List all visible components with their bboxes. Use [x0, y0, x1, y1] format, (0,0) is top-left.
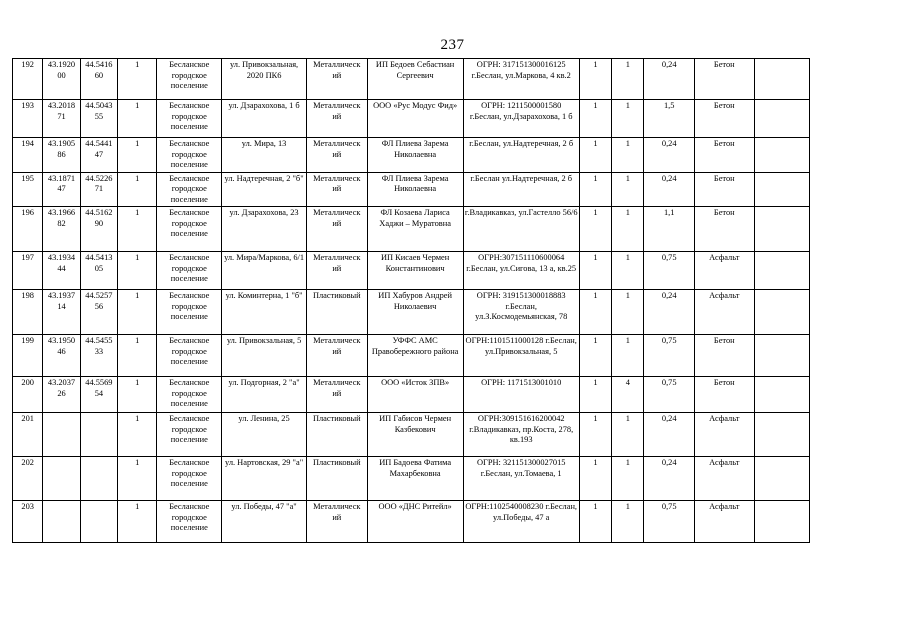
cell-lon [80, 457, 117, 501]
cell-material: Металлическ ий [307, 377, 368, 413]
cell-area: 1,5 [644, 100, 695, 138]
table-row [13, 252, 884, 290]
cell-material: Металлическ ий [307, 335, 368, 377]
cell-area: 0,24 [644, 59, 695, 100]
cell-ogrn: ОГРН:1102540008230 г.Беслан, ул.Победы, 47 а [463, 501, 579, 543]
cell-area: 0,75 [644, 335, 695, 377]
cell-ogrn: ОГРН:1101511000128 г.Беслан, ул.Привокзальная, 5 [463, 335, 579, 377]
cell-ogrn: г.Беслан ул.Надтеречная, 2 б [463, 172, 579, 207]
cell-blank [754, 138, 810, 173]
cell-ogrn: ОГРН:309151616200042 г.Владикавказ, пр.Коста, 278, кв.193 [463, 413, 579, 457]
cell-num: 200 [13, 377, 43, 413]
cell-b: 1 [612, 252, 644, 290]
cell-owner: ИП Хабуров Андрей Николаевич [367, 290, 463, 335]
table-row [13, 335, 884, 377]
cell-material: Пластиковый [307, 457, 368, 501]
table-row [13, 138, 884, 173]
table-row [13, 413, 884, 457]
cell-a: 1 [579, 138, 611, 173]
cell-num: 201 [13, 413, 43, 457]
cell-lat: 43.1905 86 [43, 138, 80, 173]
cell-area: 0,24 [644, 172, 695, 207]
cell-blank [754, 59, 810, 100]
cell-ogrn: ОГРН: 319151300018883 г.Беслан, ул.З.Космодемьянская, 78 [463, 290, 579, 335]
cell-b: 1 [612, 501, 644, 543]
cell-area: 1,1 [644, 207, 695, 252]
table-row [13, 59, 884, 100]
cell-owner: ООО «ДНС Ритейл» [367, 501, 463, 543]
cell-settlement: Бесланское городское поселение [157, 413, 222, 457]
cell-b: 1 [612, 413, 644, 457]
cell-lon: 44.5455 33 [80, 335, 117, 377]
cell-lon: 44.5413 05 [80, 252, 117, 290]
cell-b: 1 [612, 100, 644, 138]
cell-q: 1 [118, 207, 157, 252]
cell-num: 196 [13, 207, 43, 252]
cell-q: 1 [118, 172, 157, 207]
cell-num: 193 [13, 100, 43, 138]
cell-b: 1 [612, 59, 644, 100]
cell-settlement: Бесланское городское поселение [157, 335, 222, 377]
cell-b: 1 [612, 172, 644, 207]
cell-ogrn: ОГРН: 321151300027015 г.Беслан, ул.Томаева, 1 [463, 457, 579, 501]
cell-q: 1 [118, 413, 157, 457]
registry-table [12, 58, 884, 543]
cell-address: ул. Мира, 13 [222, 138, 307, 173]
cell-num: 194 [13, 138, 43, 173]
cell-a: 1 [579, 457, 611, 501]
cell-lon: 44.5441 47 [80, 138, 117, 173]
cell-settlement: Бесланское городское поселение [157, 172, 222, 207]
cell-blank [754, 377, 810, 413]
cell-material: Металлическ ий [307, 59, 368, 100]
cell-num: 198 [13, 290, 43, 335]
cell-b: 1 [612, 335, 644, 377]
cell-lat: 43.1871 47 [43, 172, 80, 207]
cell-material: Металлическ ий [307, 138, 368, 173]
cell-b: 1 [612, 138, 644, 173]
cell-lon: 44.5569 54 [80, 377, 117, 413]
cell-owner: ИП Бадоева Фатима Махарбековна [367, 457, 463, 501]
cell-material: Металлическ ий [307, 172, 368, 207]
cell-material: Металлическ ий [307, 501, 368, 543]
cell-settlement: Бесланское городское поселение [157, 457, 222, 501]
cell-lat: 43.2018 71 [43, 100, 80, 138]
cell-q: 1 [118, 59, 157, 100]
cell-ogrn: ОГРН: 1211500001580 г.Беслан, ул.Дзарахохова, 1 б [463, 100, 579, 138]
cell-b: 4 [612, 377, 644, 413]
cell-lon [80, 413, 117, 457]
cell-area: 0,24 [644, 457, 695, 501]
cell-lat [43, 501, 80, 543]
cell-address: ул. Коминтерна, 1 "б" [222, 290, 307, 335]
cell-blank [754, 172, 810, 207]
cell-owner: ФЛ Плиева Зарема Николаевна [367, 172, 463, 207]
cell-surface: Бетон [694, 335, 754, 377]
table-row [13, 100, 884, 138]
cell-ogrn: г.Владикавказ, ул.Гастелло 56/6 [463, 207, 579, 252]
cell-settlement: Бесланское городское поселение [157, 138, 222, 173]
cell-a: 1 [579, 252, 611, 290]
cell-address: ул. Победы, 47 "а" [222, 501, 307, 543]
cell-surface: Бетон [694, 100, 754, 138]
table-row [13, 207, 884, 252]
cell-blank [754, 252, 810, 290]
cell-q: 1 [118, 138, 157, 173]
cell-num: 203 [13, 501, 43, 543]
cell-q: 1 [118, 457, 157, 501]
cell-address: ул. Дзарахохова, 23 [222, 207, 307, 252]
cell-material: Пластиковый [307, 290, 368, 335]
cell-q: 1 [118, 335, 157, 377]
cell-lat: 43.1920 00 [43, 59, 80, 100]
table-row [13, 290, 884, 335]
cell-surface: Бетон [694, 172, 754, 207]
cell-ogrn: г.Беслан, ул.Надтеречная, 2 б [463, 138, 579, 173]
cell-material: Пластиковый [307, 413, 368, 457]
cell-address: ул. Ленина, 25 [222, 413, 307, 457]
cell-address: ул. Дзарахохова, 1 б [222, 100, 307, 138]
cell-a: 1 [579, 335, 611, 377]
cell-surface: Асфальт [694, 290, 754, 335]
cell-owner: ФЛ Плиева Зарема Николаевна [367, 138, 463, 173]
cell-q: 1 [118, 252, 157, 290]
cell-a: 1 [579, 172, 611, 207]
cell-area: 0,24 [644, 290, 695, 335]
cell-lat: 43.1966 82 [43, 207, 80, 252]
cell-material: Металлическ ий [307, 100, 368, 138]
cell-blank [754, 290, 810, 335]
cell-address: ул. Мира/Маркова, 6/1 [222, 252, 307, 290]
cell-lon: 44.5257 56 [80, 290, 117, 335]
table-row [13, 172, 884, 207]
cell-material: Металлическ ий [307, 252, 368, 290]
cell-settlement: Бесланское городское поселение [157, 501, 222, 543]
cell-area: 0,75 [644, 501, 695, 543]
cell-lon: 44.5416 60 [80, 59, 117, 100]
cell-area: 0,24 [644, 138, 695, 173]
cell-lon [80, 501, 117, 543]
cell-address: ул. Привокзальная, 5 [222, 335, 307, 377]
cell-settlement: Бесланское городское поселение [157, 207, 222, 252]
cell-lat: 43.1937 14 [43, 290, 80, 335]
cell-lon: 44.5226 71 [80, 172, 117, 207]
cell-owner: ИП Бедоев Себастиан Сергеевич [367, 59, 463, 100]
cell-owner: ИП Кисаев Чермен Константинович [367, 252, 463, 290]
cell-lon: 44.5162 90 [80, 207, 117, 252]
cell-q: 1 [118, 100, 157, 138]
cell-material: Металлическ ий [307, 207, 368, 252]
cell-lon: 44.5043 55 [80, 100, 117, 138]
cell-num: 192 [13, 59, 43, 100]
cell-settlement: Бесланское городское поселение [157, 377, 222, 413]
cell-address: ул. Привокзальная, 2020 ПК6 [222, 59, 307, 100]
cell-lat: 43.1934 44 [43, 252, 80, 290]
page-number: 237 [440, 37, 465, 53]
cell-area: 0,24 [644, 413, 695, 457]
cell-b: 1 [612, 207, 644, 252]
cell-ogrn: ОГРН:307151110600064 г.Беслан, ул.Сигова, 13 а, кв.25 [463, 252, 579, 290]
table-row [13, 457, 884, 501]
cell-owner: УФФС АМС Правобережного района [367, 335, 463, 377]
cell-b: 1 [612, 290, 644, 335]
cell-ogrn: ОГРН: 317151300016125 г.Беслан, ул.Маркова, 4 кв.2 [463, 59, 579, 100]
cell-settlement: Бесланское городское поселение [157, 252, 222, 290]
cell-lat [43, 413, 80, 457]
cell-settlement: Бесланское городское поселение [157, 100, 222, 138]
cell-surface: Бетон [694, 207, 754, 252]
cell-owner: ООО «Рус Модус Фид» [367, 100, 463, 138]
cell-b: 1 [612, 457, 644, 501]
cell-owner: ФЛ Козаева Лариса Хаджи – Муратовна [367, 207, 463, 252]
cell-blank [754, 207, 810, 252]
cell-settlement: Бесланское городское поселение [157, 59, 222, 100]
cell-lat: 43.1950 46 [43, 335, 80, 377]
cell-a: 1 [579, 413, 611, 457]
cell-surface: Бетон [694, 377, 754, 413]
cell-a: 1 [579, 501, 611, 543]
cell-address: ул. Подгорная, 2 "а" [222, 377, 307, 413]
table-row [13, 501, 884, 543]
cell-q: 1 [118, 290, 157, 335]
cell-num: 195 [13, 172, 43, 207]
cell-num: 202 [13, 457, 43, 501]
cell-address: ул. Надтеречная, 2 "б" [222, 172, 307, 207]
cell-blank [754, 335, 810, 377]
cell-blank [754, 413, 810, 457]
cell-surface: Асфальт [694, 501, 754, 543]
cell-surface: Бетон [694, 59, 754, 100]
cell-lat [43, 457, 80, 501]
cell-a: 1 [579, 207, 611, 252]
cell-lat: 43.2037 26 [43, 377, 80, 413]
cell-surface: Асфальт [694, 457, 754, 501]
cell-a: 1 [579, 290, 611, 335]
cell-a: 1 [579, 59, 611, 100]
cell-blank [754, 457, 810, 501]
cell-q: 1 [118, 377, 157, 413]
cell-surface: Бетон [694, 138, 754, 173]
cell-owner: ИП Габисов Чермен Казбекович [367, 413, 463, 457]
cell-owner: ООО «Исток ЗПВ» [367, 377, 463, 413]
cell-blank [754, 100, 810, 138]
cell-num: 199 [13, 335, 43, 377]
cell-blank [754, 501, 810, 543]
cell-a: 1 [579, 377, 611, 413]
cell-address: ул. Нартовская, 29 "а" [222, 457, 307, 501]
table-row [13, 377, 884, 413]
cell-settlement: Бесланское городское поселение [157, 290, 222, 335]
cell-area: 0,75 [644, 377, 695, 413]
cell-area: 0,75 [644, 252, 695, 290]
cell-surface: Асфальт [694, 252, 754, 290]
cell-q: 1 [118, 501, 157, 543]
cell-a: 1 [579, 100, 611, 138]
cell-num: 197 [13, 252, 43, 290]
cell-ogrn: ОГРН: 1171513001010 [463, 377, 579, 413]
cell-surface: Асфальт [694, 413, 754, 457]
